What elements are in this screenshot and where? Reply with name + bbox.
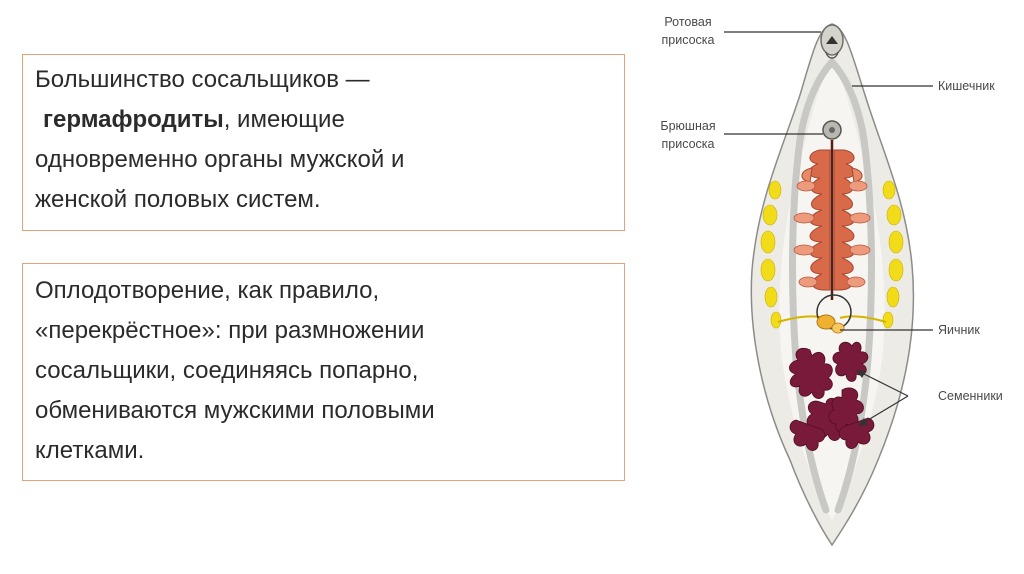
hermaphrodite-text-box: [22, 54, 625, 231]
text-line: обмениваются мужскими половыми: [35, 397, 435, 424]
text-line: одновременно органы мужской и: [35, 146, 405, 173]
text-line: Оплодотворение, как правило,: [35, 277, 380, 304]
fertilization-text-box: [22, 263, 625, 481]
oral-sucker-label-line2: присоска: [661, 33, 715, 47]
testes-label: Семенники: [938, 389, 1003, 403]
text-fragment: , имеющие: [223, 106, 345, 133]
ventral-sucker-label-line2: присоска: [661, 137, 715, 151]
text-line: Большинство сосальщиков —: [35, 66, 370, 93]
text-line: «перекрёстное»: при размножении: [35, 317, 425, 344]
ovary-label: Яичник: [938, 323, 980, 337]
oral-sucker-label-line1: Ротовая: [664, 15, 712, 29]
text-line: клетками.: [35, 437, 145, 464]
ovary-lobe: [832, 323, 844, 333]
fluke-anatomy-diagram: [630, 0, 1024, 574]
intestine-label: Кишечник: [938, 79, 995, 93]
text-line: женской половых систем.: [35, 186, 321, 213]
ventral-sucker-center: [829, 127, 835, 133]
text-line: сосальщики, соединяясь попарно,: [35, 357, 419, 384]
ventral-sucker-label-line1: Брюшная: [660, 119, 716, 133]
text-line: [35, 100, 614, 140]
hermaphrodites-term: гермафродиты: [43, 106, 224, 133]
